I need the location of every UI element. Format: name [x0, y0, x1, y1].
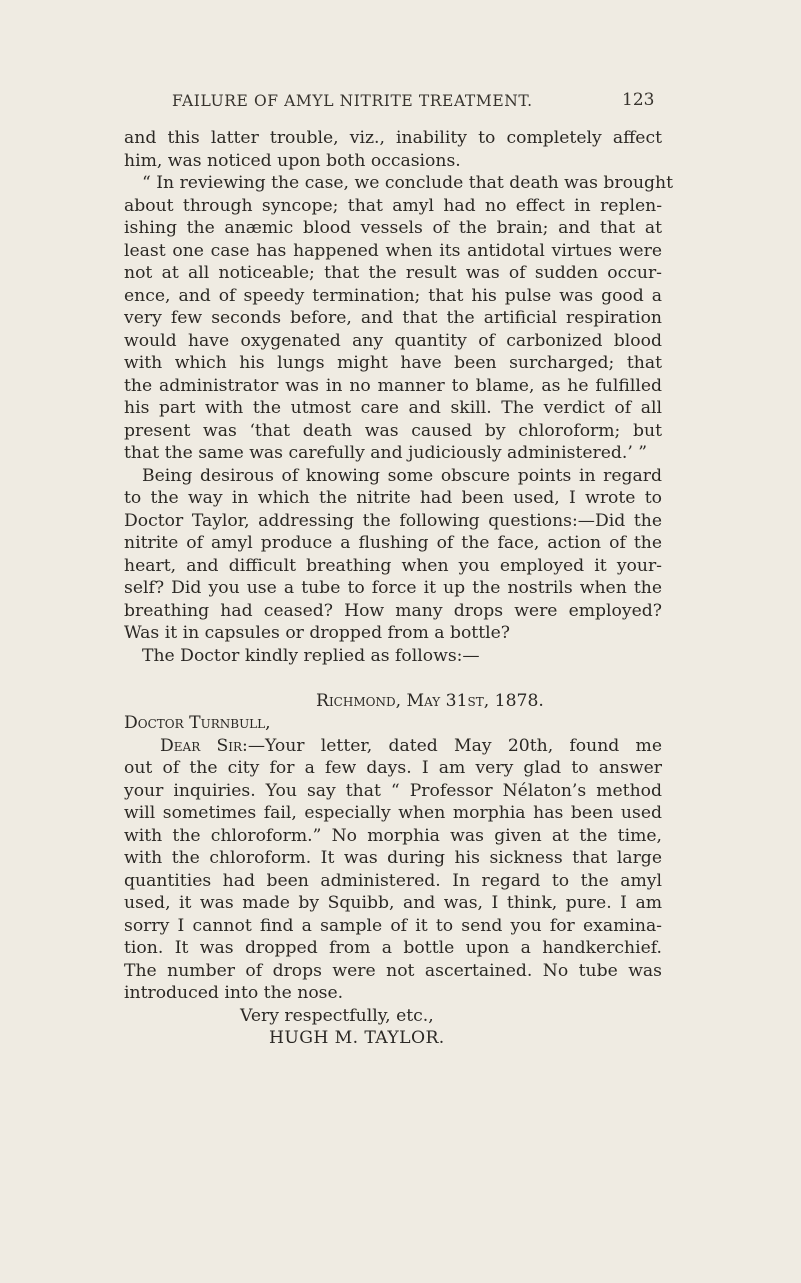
- letter-salutation-name: Doctor Turnbull,: [124, 713, 271, 733]
- letter-line: with the chloroform.” No morphia was given at the time,: [124, 825, 662, 846]
- letter-line: with the chloroform. It was during his sickness that large: [124, 848, 662, 868]
- text-line: that the same was carefully and judiciously administered.’ ”: [124, 443, 648, 463]
- letter-line: introduced into the nose.: [124, 983, 344, 1003]
- text-line: to the way in which the nitrite had been used, I wrote to: [124, 488, 662, 508]
- letter-line: sorry I cannot find a sample of it to send you for examina-: [124, 915, 662, 936]
- letter-line: The number of drops were not ascertained. No tube was: [124, 960, 662, 981]
- text-line: The Doctor kindly replied as follows:—: [142, 645, 480, 666]
- text-line: self? Did you use a tube to force it up the nostrils when the: [124, 578, 662, 598]
- blank-line: [124, 667, 662, 690]
- text-line: Being desirous of knowing some obscure points in regard: [142, 465, 662, 486]
- letter-signature: HUGH M. TAYLOR.: [269, 1028, 445, 1048]
- text-line: the administrator was in no manner to blame, as he fulfilled: [124, 375, 662, 396]
- letter-greeting-line: [124, 735, 662, 758]
- running-header: FAILURE OF AMYL NITRITE TREATMENT.: [172, 92, 533, 110]
- text-line: Doctor Taylor, addressing the following questions:—Did the: [124, 510, 662, 531]
- letter-greeting-rest: :—Your letter, dated May 20th, found me: [242, 735, 662, 756]
- text-line: very few seconds before, and that the artificial respiration: [124, 308, 662, 328]
- text-line: nitrite of amyl produce a flushing of the face, action of the: [124, 533, 662, 553]
- text-line: “ In reviewing the case, we conclude that death was brought: [142, 173, 674, 193]
- text-line: would have oxygenated any quantity of carbonized blood: [124, 330, 662, 351]
- text-line: with which his lungs might have been surcharged; that: [124, 353, 662, 373]
- text-line: about through syncope; that amyl had no effect in replen-: [124, 195, 662, 216]
- letter-line: tion. It was dropped from a bottle upon a handkerchief.: [124, 938, 662, 958]
- page-number: 123: [622, 90, 655, 110]
- letter-greeting-caps: Dear Sir: [160, 735, 243, 756]
- letter-closing: Very respectfully, etc.,: [240, 1005, 434, 1026]
- text-line: Was it in capsules or dropped from a bottle?: [124, 623, 510, 643]
- letter-line: out of the city for a few days. I am very glad to answer: [124, 758, 662, 778]
- text-line: not at all noticeable; that the result was of sudden occur-: [124, 263, 662, 283]
- letter-line: will sometimes fail, especially when morphia has been used: [124, 803, 662, 823]
- letter-line: used, it was made by Squibb, and was, I think, pure. I am: [124, 893, 662, 913]
- text-line: least one case has happened when its antidotal virtues were: [124, 240, 662, 261]
- letter-line: your inquiries. You say that “ Professor Nélaton’s method: [124, 780, 662, 801]
- letter-dateline: Richmond, May 31st, 1878.: [316, 690, 544, 711]
- body-text: [124, 127, 674, 1050]
- text-line: ence, and of speedy termination; that his pulse was good a: [124, 285, 662, 306]
- text-line: heart, and difficult breathing when you employed it your-: [124, 555, 662, 576]
- text-line: breathing had ceased? How many drops were employed?: [124, 600, 662, 621]
- letter-line: quantities had been administered. In regard to the amyl: [124, 870, 662, 891]
- text-line: ishing the anæmic blood vessels of the brain; and that at: [124, 218, 662, 238]
- text-line: and this latter trouble, viz., inability to completely affect: [124, 128, 662, 148]
- text-line: his part with the utmost care and skill. The verdict of all: [124, 398, 662, 418]
- text-line: present was ‘that death was caused by chloroform; but: [124, 420, 662, 441]
- text-line: him, was noticed upon both occasions.: [124, 150, 461, 171]
